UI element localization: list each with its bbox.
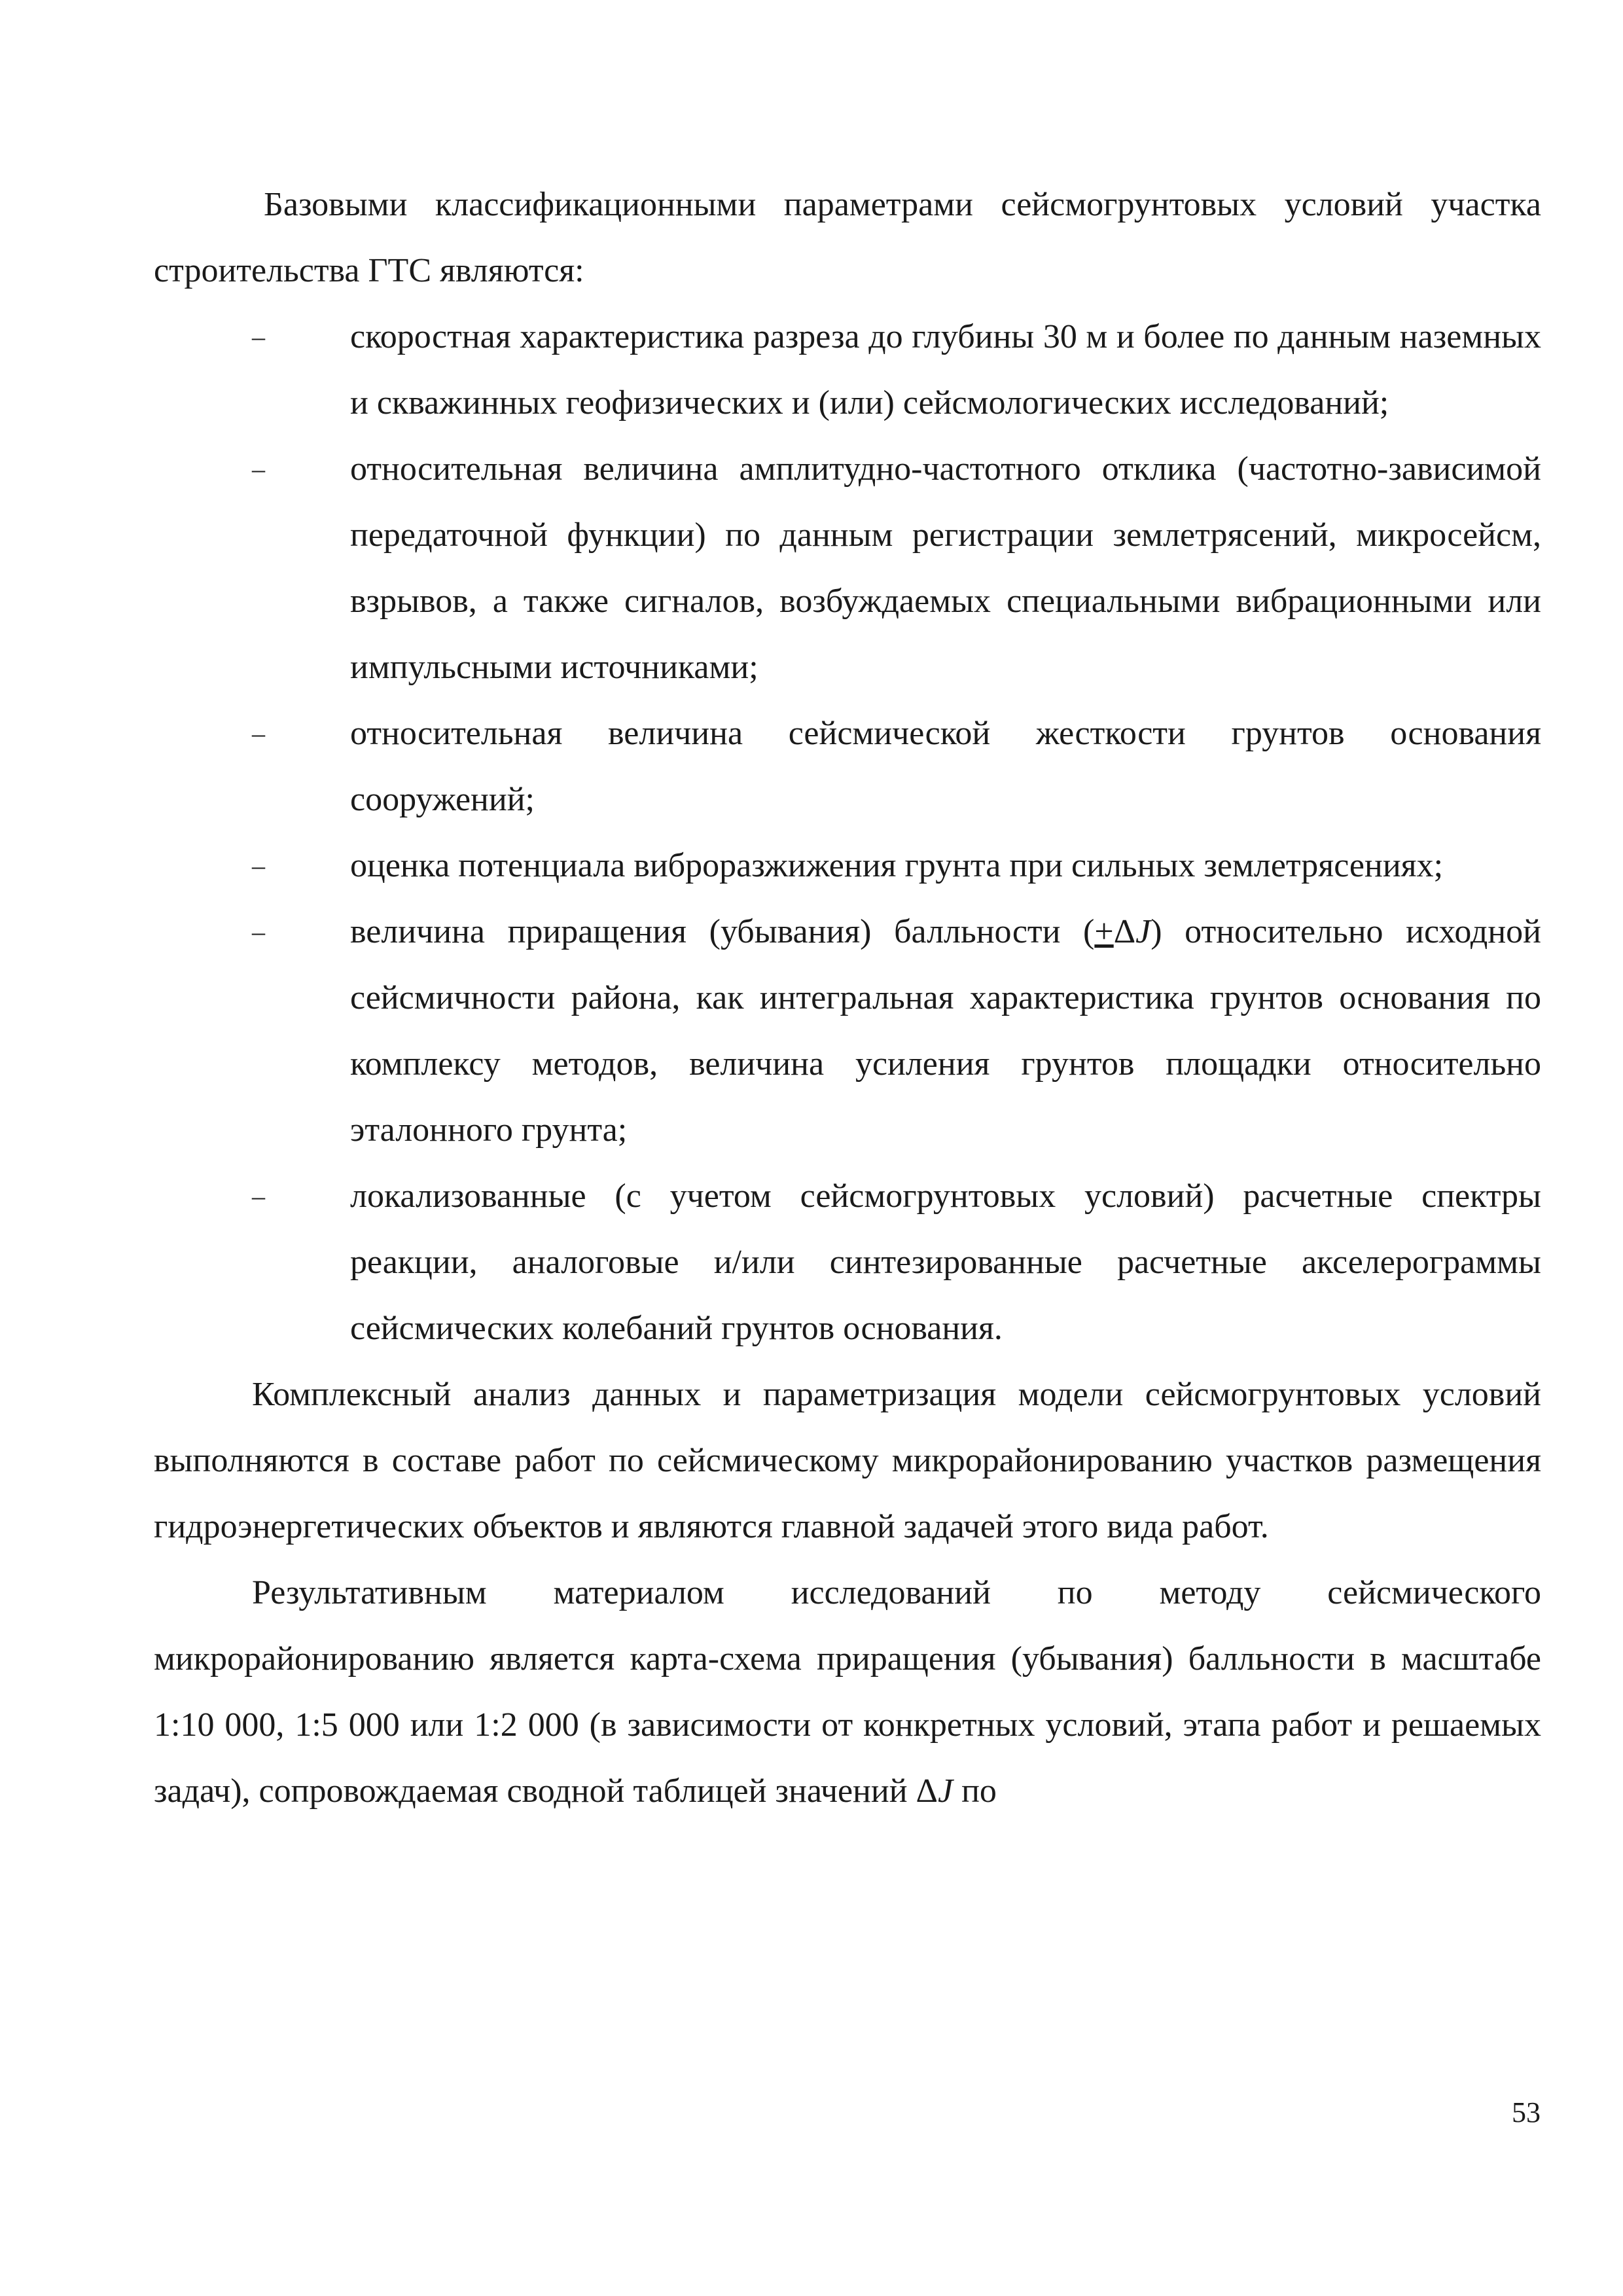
list-dash: – xyxy=(252,1181,265,1211)
list-dash: – xyxy=(252,454,265,484)
intensity-variable: J xyxy=(938,1772,954,1810)
list-dash: – xyxy=(252,719,265,748)
result-text: Результативным материалом исследований по методу сейсмического микрорайонированию является карта-схема приращения (убывания) балльности в масштабе 1:10 000, 1:5 000 или 1:2 000 (в зависимости от конкретных условий, этапа работ и решаемых задач), сопровождаемая сводной таблицей значений xyxy=(154,1574,1541,1810)
complex-analysis-paragraph: Комплексный анализ данных и параметризация модели сейсмогрунтовых условий выполняются в составе работ по сейсмическому микрорайонированию участков размещения гидроэнергетических объектов и являются главной задачей этого вида работ. xyxy=(154,1376,1541,1545)
delta-symbol: Δ xyxy=(1113,913,1136,950)
list-item xyxy=(154,833,1541,899)
document-page xyxy=(154,171,1541,1824)
list-item xyxy=(154,436,1541,700)
result-text-continued: по xyxy=(953,1772,997,1810)
list-dash: – xyxy=(252,322,265,351)
intro-paragraph: Базовыми классификационными параметрами сейсмогрунтовых условий участка строительства ГТС являются: xyxy=(154,186,1541,289)
list-item xyxy=(154,899,1541,1163)
list-item xyxy=(154,304,1541,436)
list-dash: – xyxy=(252,851,265,880)
list-item xyxy=(154,1163,1541,1361)
page-number: 53 xyxy=(1512,2096,1541,2128)
list-item-text: относительная величина сейсмической жесткости грунтов основания сооружений; xyxy=(350,715,1541,818)
list-item xyxy=(154,700,1541,833)
list-item-text: локализованные (с учетом сейсмогрунтовых условий) расчетные спектры реакции, аналоговые и/или синтезированные расчетные акселерограммы сейсмических колебаний грунтов основания. xyxy=(350,1177,1541,1347)
result-paragraph xyxy=(154,1560,1541,1824)
plus-sign: + xyxy=(1094,913,1114,950)
intensity-variable: J xyxy=(1135,913,1151,950)
list-item-text: оценка потенциала виброразжижения грунта при сильных землетрясениях; xyxy=(350,847,1444,884)
list-item-text-continued: ) относительно исходной сейсмичности района, как интегральная характеристика грунтов основания по комплексу методов, величина усиления грунтов площадки относительно эталонного грунта; xyxy=(350,913,1541,1149)
list-dash: – xyxy=(252,917,265,946)
parameters-list xyxy=(154,304,1541,1361)
delta-symbol: Δ xyxy=(916,1772,938,1810)
list-item-text: скоростная характеристика разреза до глубины 30 м и более по данным наземных и скважинных геофизических и (или) сейсмологических исследований; xyxy=(350,318,1541,422)
list-item-text: величина приращения (убывания) балльности ( xyxy=(350,913,1095,950)
list-item-text: относительная величина амплитудно-частотного отклика (частотно-зависимой передаточной функции) по данным регистрации землетрясений, микросейсм, взрывов, а также сигналов, возбуждаемых специальными вибрационными или импульсными источниками; xyxy=(350,450,1541,686)
